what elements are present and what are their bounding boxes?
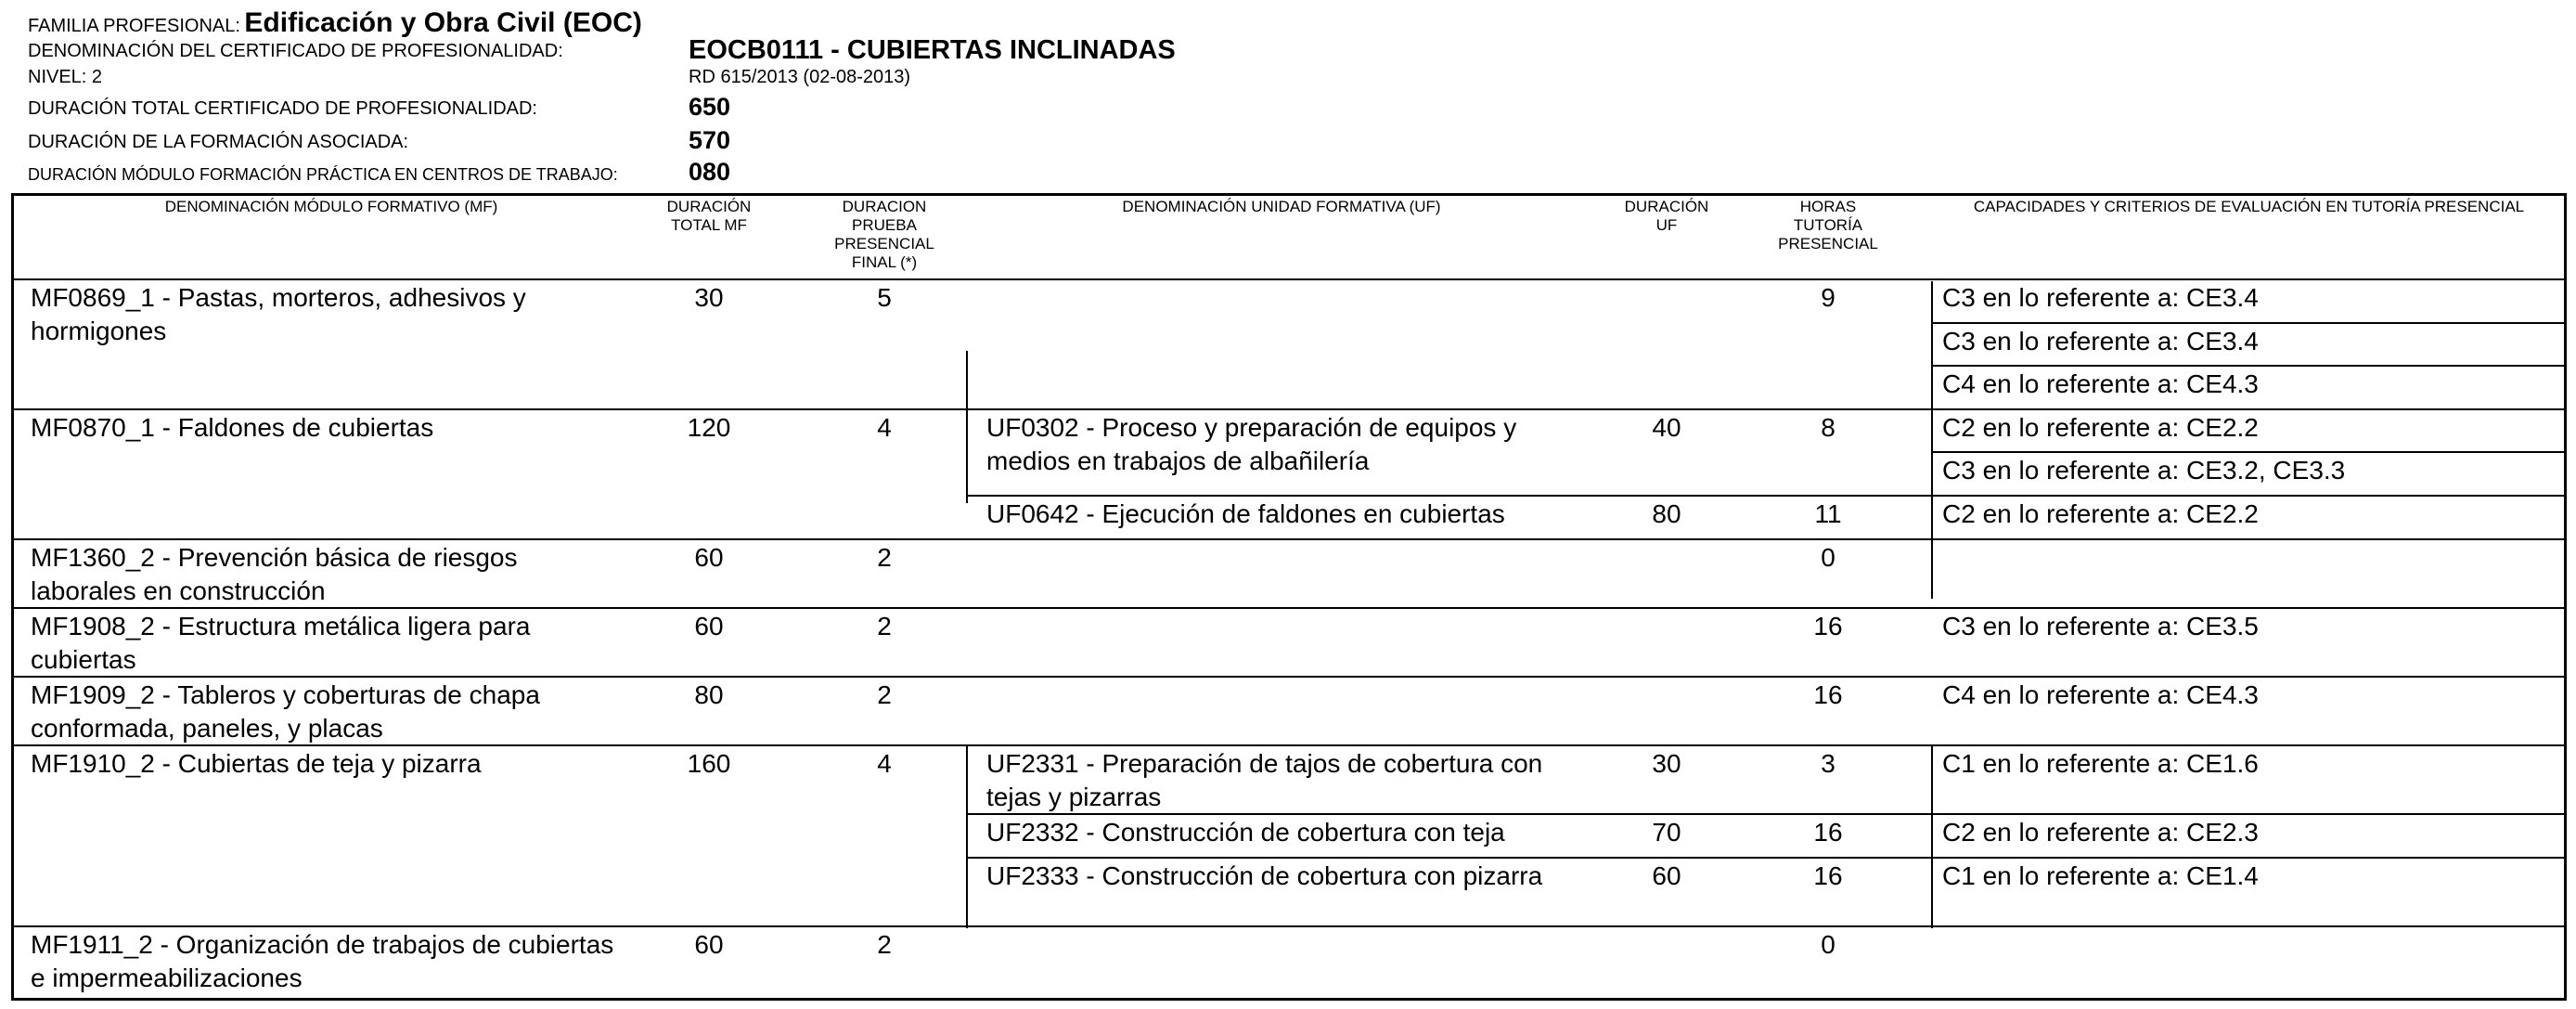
row-divider: [966, 495, 2567, 497]
horas-tutoria: 16: [1813, 612, 1843, 640]
col-divider: [1931, 281, 1933, 599]
row-divider: [966, 857, 2567, 859]
prueba-duration: 2: [877, 543, 892, 572]
prueba-duration: 2: [877, 930, 892, 959]
horas-tutoria: 16: [1813, 680, 1843, 709]
prueba-duration: 2: [877, 680, 892, 709]
capacidad: C2 en lo referente a: CE2.2: [1942, 499, 2259, 528]
horas-tutoria: 16: [1813, 861, 1843, 890]
mf-duration: 60: [694, 930, 724, 959]
mf-name: MF0869_1 - Pastas, morteros, adhesivos y hormigones: [31, 283, 526, 345]
col-header-uf: DENOMINACIÓN UNIDAD FORMATIVA (UF): [1122, 198, 1441, 215]
col-header-dur-mf: DURACIÓN TOTAL MF: [666, 198, 752, 234]
uf-duration: 60: [1652, 861, 1681, 890]
mf-duration: 30: [694, 283, 724, 312]
mf-name: MF1911_2 - Organización de trabajos de cubiertas e impermeabilizaciones: [31, 930, 614, 992]
duracion-total-label: DURACIÓN TOTAL CERTIFICADO DE PROFESIONALIDAD:: [28, 98, 537, 119]
familia-value: Edificación y Obra Civil (EOC): [244, 7, 642, 38]
uf-name: UF2332 - Construcción de cobertura con teja: [986, 818, 1505, 847]
uf-duration: 40: [1652, 413, 1681, 442]
horas-tutoria: 0: [1821, 543, 1835, 572]
mf-name: MF1360_2 - Prevención básica de riesgos laborales en construcción: [31, 543, 518, 605]
capacidad: C1 en lo referente a: CE1.6: [1942, 749, 2259, 778]
duracion-formacion-label: DURACIÓN DE LA FORMACIÓN ASOCIADA:: [28, 132, 409, 152]
col-divider: [966, 744, 968, 928]
row-divider: [14, 538, 2567, 540]
rd-value: RD 615/2013 (02-08-2013): [689, 67, 911, 87]
modules-table: [11, 193, 2567, 1001]
horas-tutoria: 0: [1821, 930, 1835, 959]
row-divider: [1931, 365, 2567, 367]
mf-name: MF1909_2 - Tableros y coberturas de chapa conformada, paneles, y placas: [31, 680, 540, 743]
row-divider: [14, 408, 2567, 410]
uf-duration: 80: [1652, 499, 1681, 528]
prueba-duration: 4: [877, 749, 892, 778]
capacidad: C3 en lo referente a: CE3.4: [1942, 327, 2259, 356]
uf-name: UF2333 - Construcción de cobertura con pizarra: [986, 861, 1543, 890]
uf-name: UF2331 - Preparación de tajos de cobertura con tejas y pizarras: [986, 749, 1543, 811]
col-divider: [966, 351, 968, 503]
familia-profesional: [28, 7, 642, 39]
uf-duration: 30: [1652, 749, 1681, 778]
capacidad: C3 en lo referente a: CE3.2, CE3.3: [1942, 456, 2346, 485]
horas-tutoria: 3: [1821, 749, 1835, 778]
row-divider: [14, 278, 2567, 280]
horas-tutoria: 16: [1813, 818, 1843, 847]
col-header-prueba: DURACION PRUEBA PRESENCIAL FINAL (*): [834, 198, 934, 271]
prueba-duration: 2: [877, 612, 892, 640]
mf-name: MF0870_1 - Faldones de cubiertas: [31, 413, 434, 442]
prueba-duration: 4: [877, 413, 892, 442]
familia-label: FAMILIA PROFESIONAL:: [28, 16, 240, 36]
capacidad: C1 en lo referente a: CE1.4: [1942, 861, 2259, 890]
horas-tutoria: 9: [1821, 283, 1835, 312]
horas-tutoria: 8: [1821, 413, 1835, 442]
col-header-capacidades: CAPACIDADES Y CRITERIOS DE EVALUACIÓN EN TUTORÍA PRESENCIAL: [1973, 198, 2525, 215]
mf-duration: 160: [687, 749, 731, 778]
col-header-dur-uf: DURACIÓN UF: [1624, 198, 1709, 234]
col-header-horas: HORAS TUTORÍA PRESENCIAL: [1778, 198, 1878, 252]
duracion-practica-value: 080: [689, 158, 731, 186]
denominacion-value: EOCB0111 - CUBIERTAS INCLINADAS: [689, 35, 1176, 65]
capacidad: C2 en lo referente a: CE2.2: [1942, 413, 2259, 442]
mf-duration: 60: [694, 543, 724, 572]
row-divider: [14, 925, 2567, 927]
prueba-duration: 5: [877, 283, 892, 312]
uf-duration: 70: [1652, 818, 1681, 847]
duracion-practica-label: DURACIÓN MÓDULO FORMACIÓN PRÁCTICA EN CENTROS DE TRABAJO:: [28, 165, 618, 184]
mf-duration: 60: [694, 612, 724, 640]
capacidad: C2 en lo referente a: CE2.3: [1942, 818, 2259, 847]
nivel-label: NIVEL: 2: [28, 67, 103, 87]
mf-duration: 80: [694, 680, 724, 709]
capacidad: C3 en lo referente a: CE3.5: [1942, 612, 2259, 640]
capacidad: C3 en lo referente a: CE3.4: [1942, 283, 2259, 312]
row-divider: [1931, 451, 2567, 453]
capacidad: C4 en lo referente a: CE4.3: [1942, 369, 2259, 398]
duracion-formacion-value: 570: [689, 126, 731, 154]
row-divider: [1931, 322, 2567, 324]
duracion-total-value: 650: [689, 93, 731, 121]
mf-name: MF1910_2 - Cubiertas de teja y pizarra: [31, 749, 482, 778]
uf-name: UF0302 - Proceso y preparación de equipos y medios en trabajos de albañilería: [986, 413, 1517, 475]
mf-duration: 120: [687, 413, 731, 442]
capacidad: C4 en lo referente a: CE4.3: [1942, 680, 2259, 709]
col-divider: [1931, 744, 1933, 928]
uf-name: UF0642 - Ejecución de faldones en cubiertas: [986, 499, 1505, 528]
horas-tutoria: 11: [1814, 499, 1842, 528]
mf-name: MF1908_2 - Estructura metálica ligera para cubiertas: [31, 612, 531, 674]
denominacion-label: DENOMINACIÓN DEL CERTIFICADO DE PROFESIONALIDAD:: [28, 41, 563, 61]
col-header-mf: DENOMINACIÓN MÓDULO FORMATIVO (MF): [164, 198, 498, 215]
